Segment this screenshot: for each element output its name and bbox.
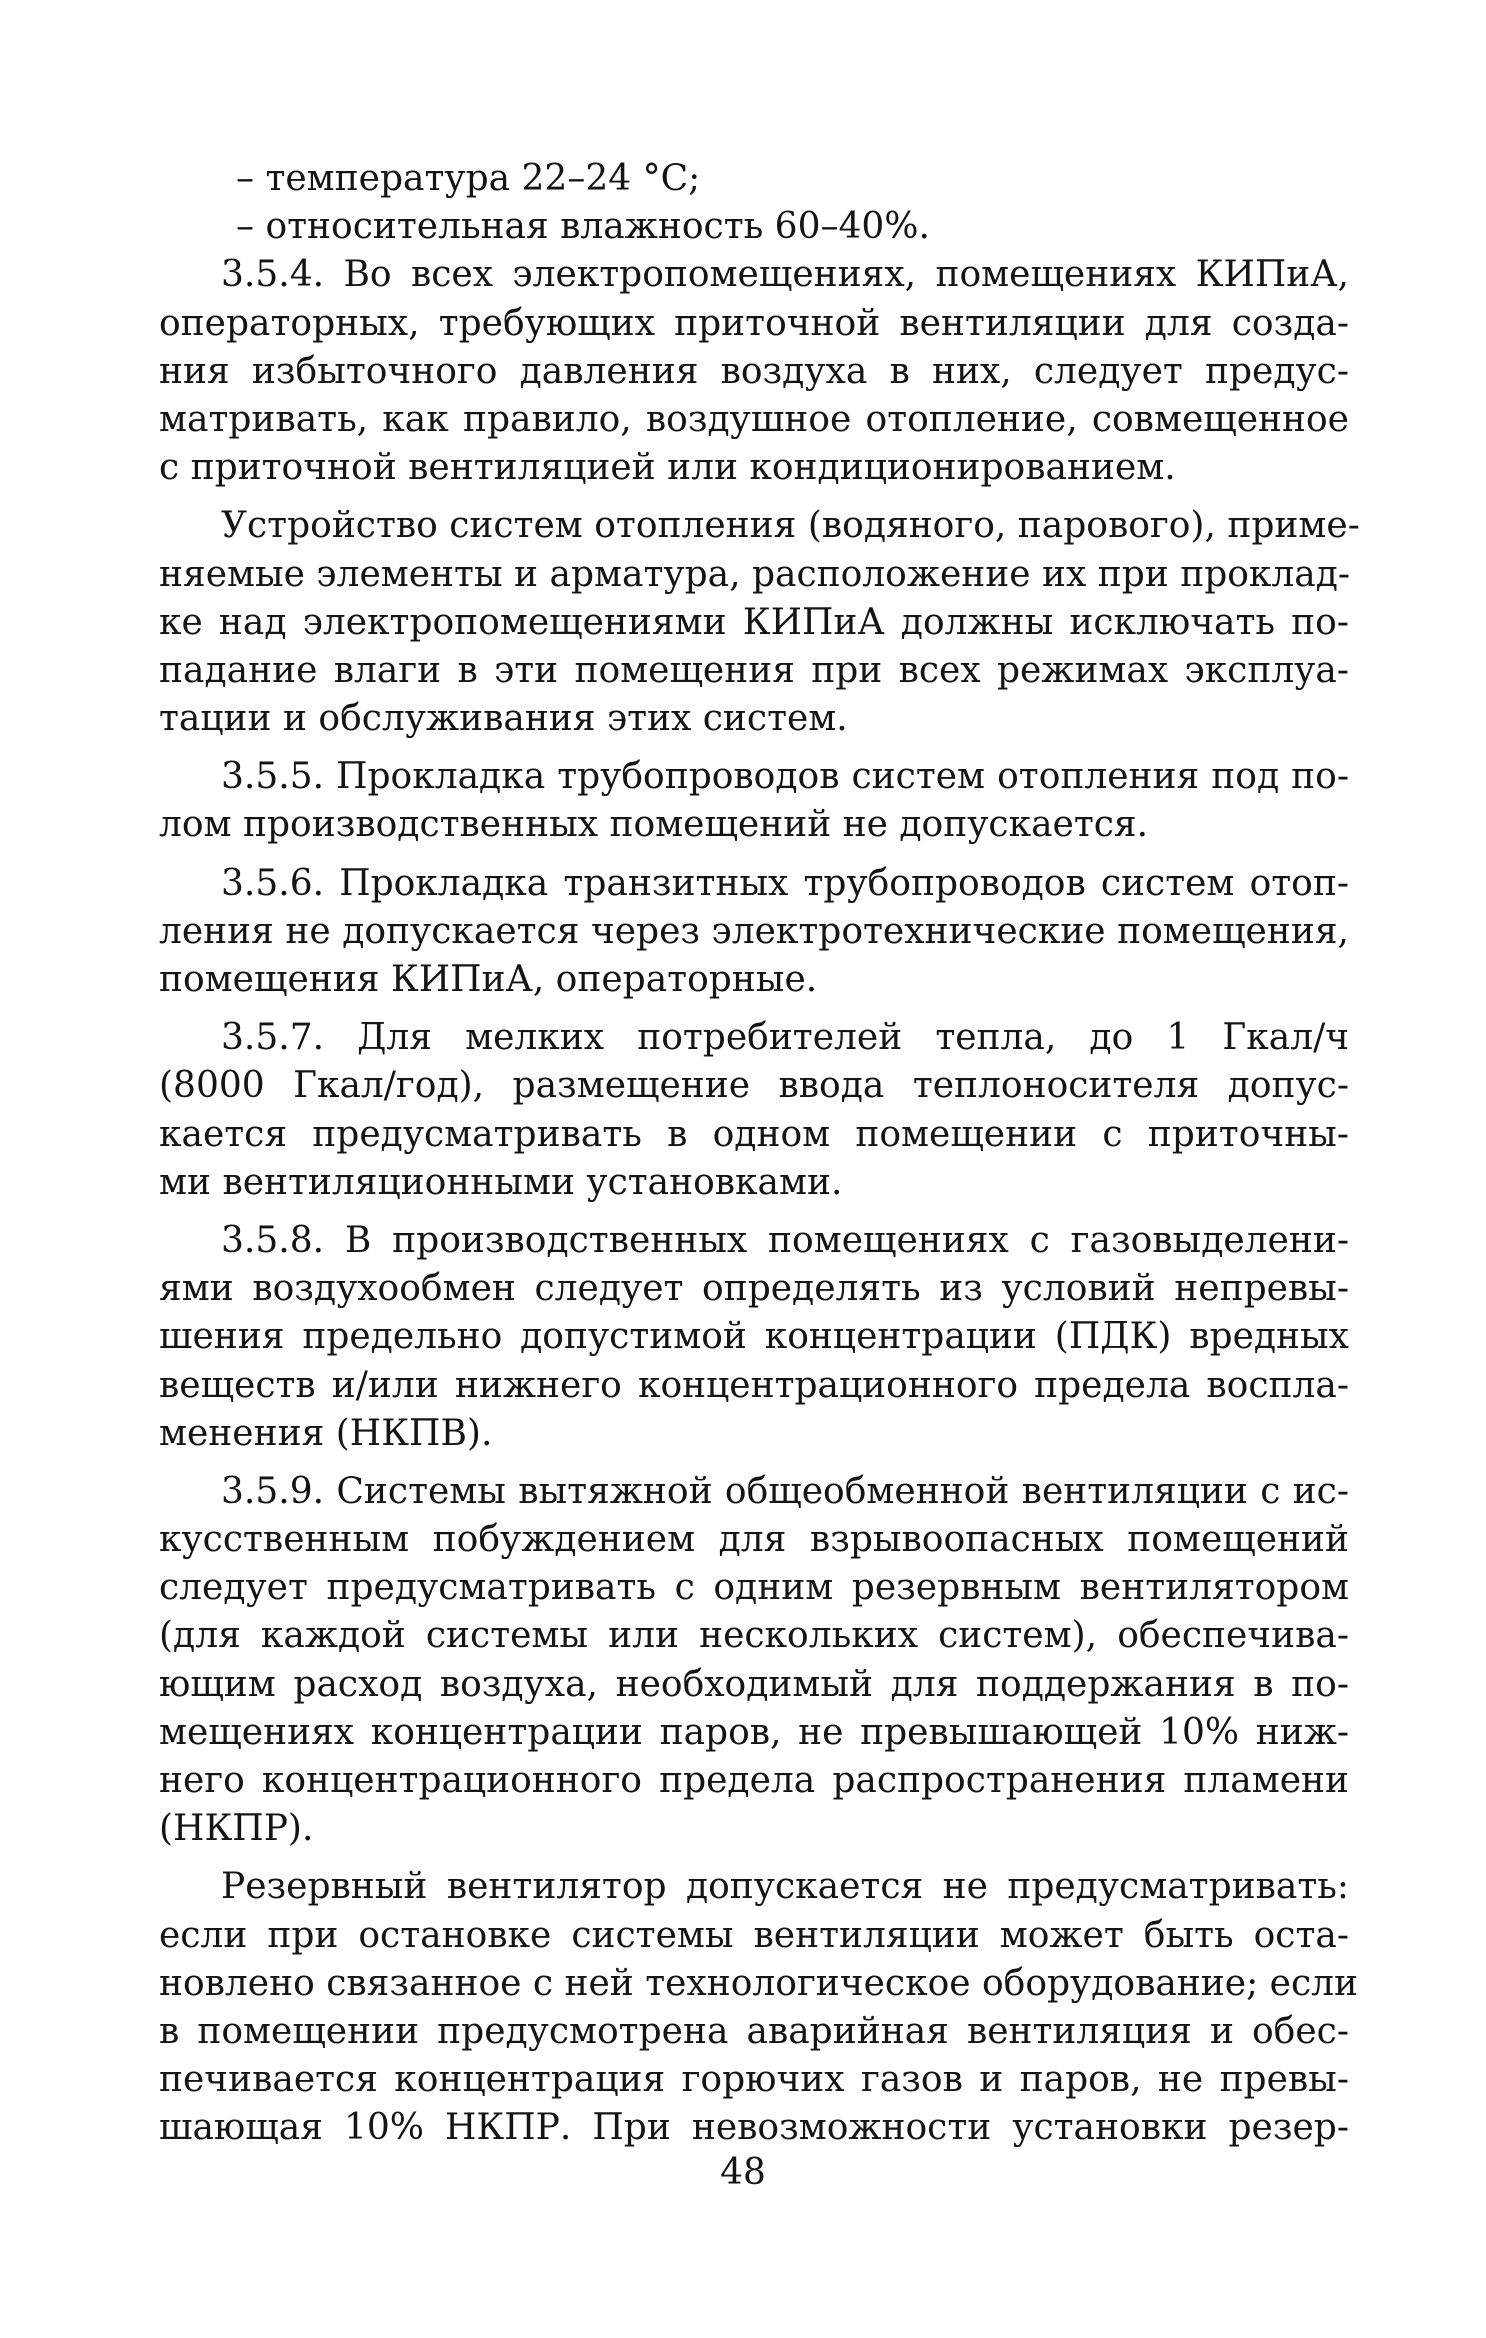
text-line: шения предельно допустимой концентрации (ПДК) вредных	[159, 1316, 1349, 1358]
paragraph	[159, 1014, 1349, 1207]
text-line: матривать, как правило, воздушное отопление, совмещенное	[159, 398, 1349, 440]
text-line: него концентрационного предела распространения пламени	[159, 1760, 1349, 1801]
text-line: 3.5.9. Системы вытяжной общеобменной вентиляции с ис-	[221, 1470, 1349, 1512]
text-line: следует предусматривать с одним резервным вентилятором	[159, 1567, 1349, 1609]
text-line: 3.5.8. В производственных помещениях с газовыделени-	[221, 1219, 1349, 1261]
text-line: – относительная влажность 60–40%.	[236, 206, 930, 248]
page-number: 48	[720, 2152, 766, 2193]
page-body	[159, 155, 1360, 2163]
text-line: если при остановке системы вентиляции может быть оста-	[159, 1914, 1349, 1956]
paragraph	[159, 1468, 1349, 1854]
paragraph	[159, 753, 1349, 849]
text-line: ми вентиляционными установками.	[159, 1161, 843, 1203]
list-item	[159, 203, 1349, 251]
text-line: Устройство систем отопления (водяного, парового), приме-	[221, 505, 1360, 547]
text-line: тации и обслуживания этих систем.	[159, 698, 848, 740]
text-line: новлено связанное с ней технологическое оборудование; если	[159, 1962, 1359, 2004]
text-line: операторных, требующих приточной вентиляции для созда-	[159, 302, 1349, 344]
text-line: помещения КИПиА, операторные.	[159, 959, 818, 1000]
text-line: 3.5.6. Прокладка транзитных трубопроводов систем отоп-	[221, 862, 1349, 904]
paragraph	[159, 1863, 1359, 2152]
text-line: печивается концентрация горючих газов и паров, не превы-	[159, 2059, 1349, 2101]
text-line: кусственным побуждением для взрывоопасных помещений	[159, 1519, 1349, 1561]
text-line: кается предусматривать в одном помещении с приточны-	[159, 1113, 1349, 1155]
text-line: шающая 10% НКПР. При невозможности установки резер-	[159, 2107, 1349, 2149]
text-line: ния избыточного давления воздуха в них, следует предус-	[159, 350, 1349, 392]
paragraph	[159, 1217, 1349, 1458]
text-line: ями воздухообмен следует определять из условий непревы-	[159, 1268, 1349, 1310]
paragraph	[159, 251, 1349, 492]
text-line: (8000 Гкал/год), размещение ввода теплоносителя допус-	[159, 1065, 1349, 1107]
text-line: ющим расход воздуха, необходимый для поддержания в по-	[159, 1663, 1349, 1705]
list-item	[159, 155, 1349, 203]
text-line: падание влаги в эти помещения при всех режимах эксплуа-	[159, 649, 1349, 691]
text-line: ке над электропомещениями КИПиА должны исключать по-	[159, 601, 1349, 643]
text-line: мещениях концентрации паров, не превышающей 10% ниж-	[159, 1711, 1349, 1753]
text-line: Резервный вентилятор допускается не предусматривать:	[221, 1866, 1349, 1908]
text-line: в помещении предусмотрена аварийная вентиляция и обес-	[159, 2010, 1349, 2052]
text-line: (для каждой системы или нескольких систем), обеспечива-	[159, 1615, 1349, 1657]
text-line: (НКПР).	[159, 1808, 314, 1850]
text-line: ления не допускается через электротехнические помещения,	[159, 910, 1349, 952]
text-line: – температура 22–24 °С;	[236, 158, 701, 199]
text-line: лом производственных помещений не допускается.	[159, 804, 1149, 846]
text-line: 3.5.4. Во всех электропомещениях, помещениях КИПиА,	[221, 254, 1349, 296]
text-line: 3.5.7. Для мелких потребителей тепла, до 1 Гкал/ч	[221, 1017, 1349, 1059]
paragraph	[159, 502, 1360, 743]
text-line: няемые элементы и арматура, расположение их при проклад-	[159, 553, 1351, 595]
paragraph	[159, 860, 1349, 1005]
text-line: 3.5.5. Прокладка трубопроводов систем отопления под по-	[221, 756, 1349, 798]
text-line: с приточной вентиляцией или кондиционированием.	[159, 447, 1176, 489]
text-line: веществ и/или нижнего концентрационного предела воспла-	[159, 1364, 1349, 1406]
text-line: менения (НКПВ).	[159, 1412, 493, 1454]
